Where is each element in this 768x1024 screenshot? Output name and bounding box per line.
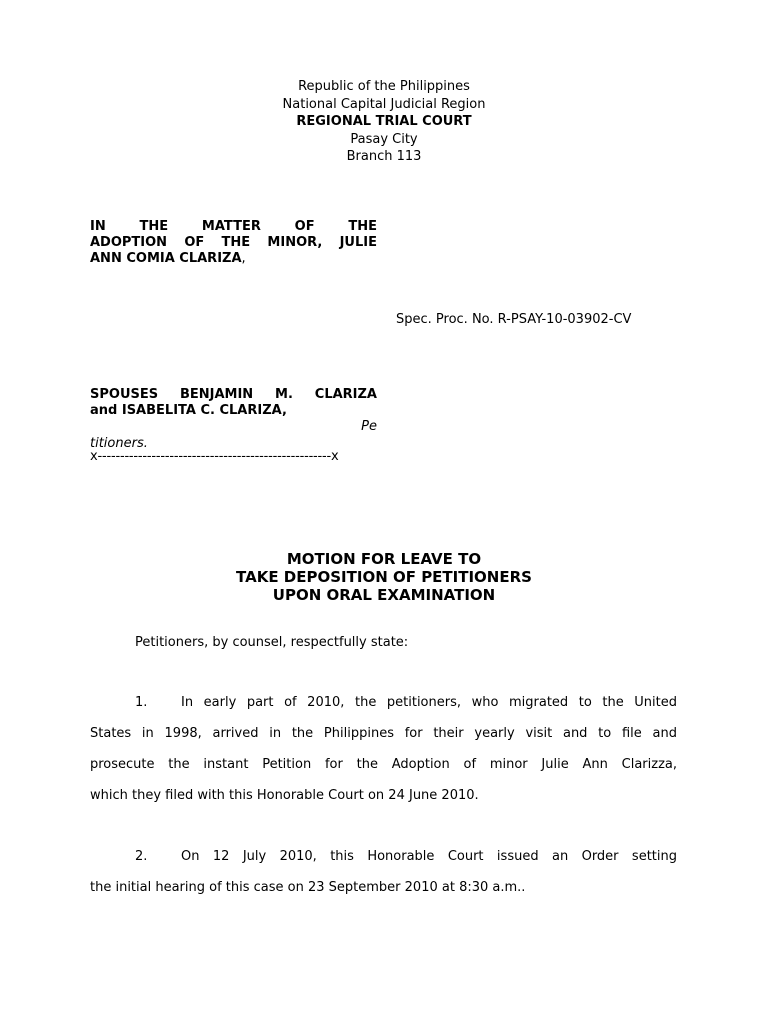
paragraph-1-line-3: prosecute the instant Petition for the Adoption of minor Julie Ann Clarizza, [90, 757, 677, 772]
case-caption-petitioners [90, 387, 377, 419]
petitioners-label [90, 418, 377, 452]
case-number: Spec. Proc. No. R-PSAY-10-03902-CV [396, 312, 632, 327]
caption-matter-line-3 [90, 251, 377, 267]
intro-statement: Petitioners, by counsel, respectfully state: [135, 635, 409, 650]
paragraph-1-line-1: 1. In early part of 2010, the petitioners, who migrated to the United [90, 687, 677, 718]
caption-matter-line-2: ADOPTION OF THE MINOR, JULIE [90, 235, 377, 250]
caption-matter-line-1: IN THE MATTER OF THE [90, 219, 377, 234]
header-judicial-region: National Capital Judicial Region [282, 96, 486, 112]
case-caption-matter [90, 219, 377, 267]
header-court-name: REGIONAL TRIAL COURT [296, 114, 472, 129]
paragraph-1-line-4: which they filed with this Honorable Court on 24 June 2010. [90, 788, 479, 803]
motion-title-line-3: UPON ORAL EXAMINATION [272, 586, 496, 604]
header-city: Pasay City [350, 131, 418, 147]
motion-title-line-2: TAKE DEPOSITION OF PETITIONERS [236, 568, 532, 586]
paragraph-1 [90, 687, 677, 811]
caption-spouses-line-1: SPOUSES BENJAMIN M. CLARIZA [90, 387, 377, 402]
caption-minor-name: ANN COMIA CLARIZA [90, 251, 242, 266]
motion-title [0, 550, 768, 604]
paragraph-2-number: 2. [135, 849, 148, 864]
header-branch: Branch 113 [346, 149, 422, 164]
petitioners-label-part-1: Pe [361, 419, 377, 434]
caption-divider: x----------------------------------------------------x [90, 449, 339, 464]
caption-spouses-line-2: and ISABELITA C. CLARIZA, [90, 403, 287, 418]
paragraph-1-number: 1. [135, 695, 148, 710]
petitioners-label-part-2: titioners. [90, 436, 148, 451]
paragraph-1-line-2: States in 1998, arrived in the Philippines for their yearly visit and to file and [90, 726, 677, 741]
paragraph-2-line-2: the initial hearing of this case on 23 September 2010 at 8:30 a.m.. [90, 880, 526, 895]
motion-title-line-1: MOTION FOR LEAVE TO [286, 550, 482, 568]
header-republic: Republic of the Philippines [298, 79, 470, 94]
court-header [0, 78, 768, 166]
paragraph-2-line-1: 2. On 12 July 2010, this Honorable Court issued an Order setting [90, 841, 677, 872]
caption-comma: , [241, 251, 246, 266]
paragraph-2 [90, 841, 677, 903]
